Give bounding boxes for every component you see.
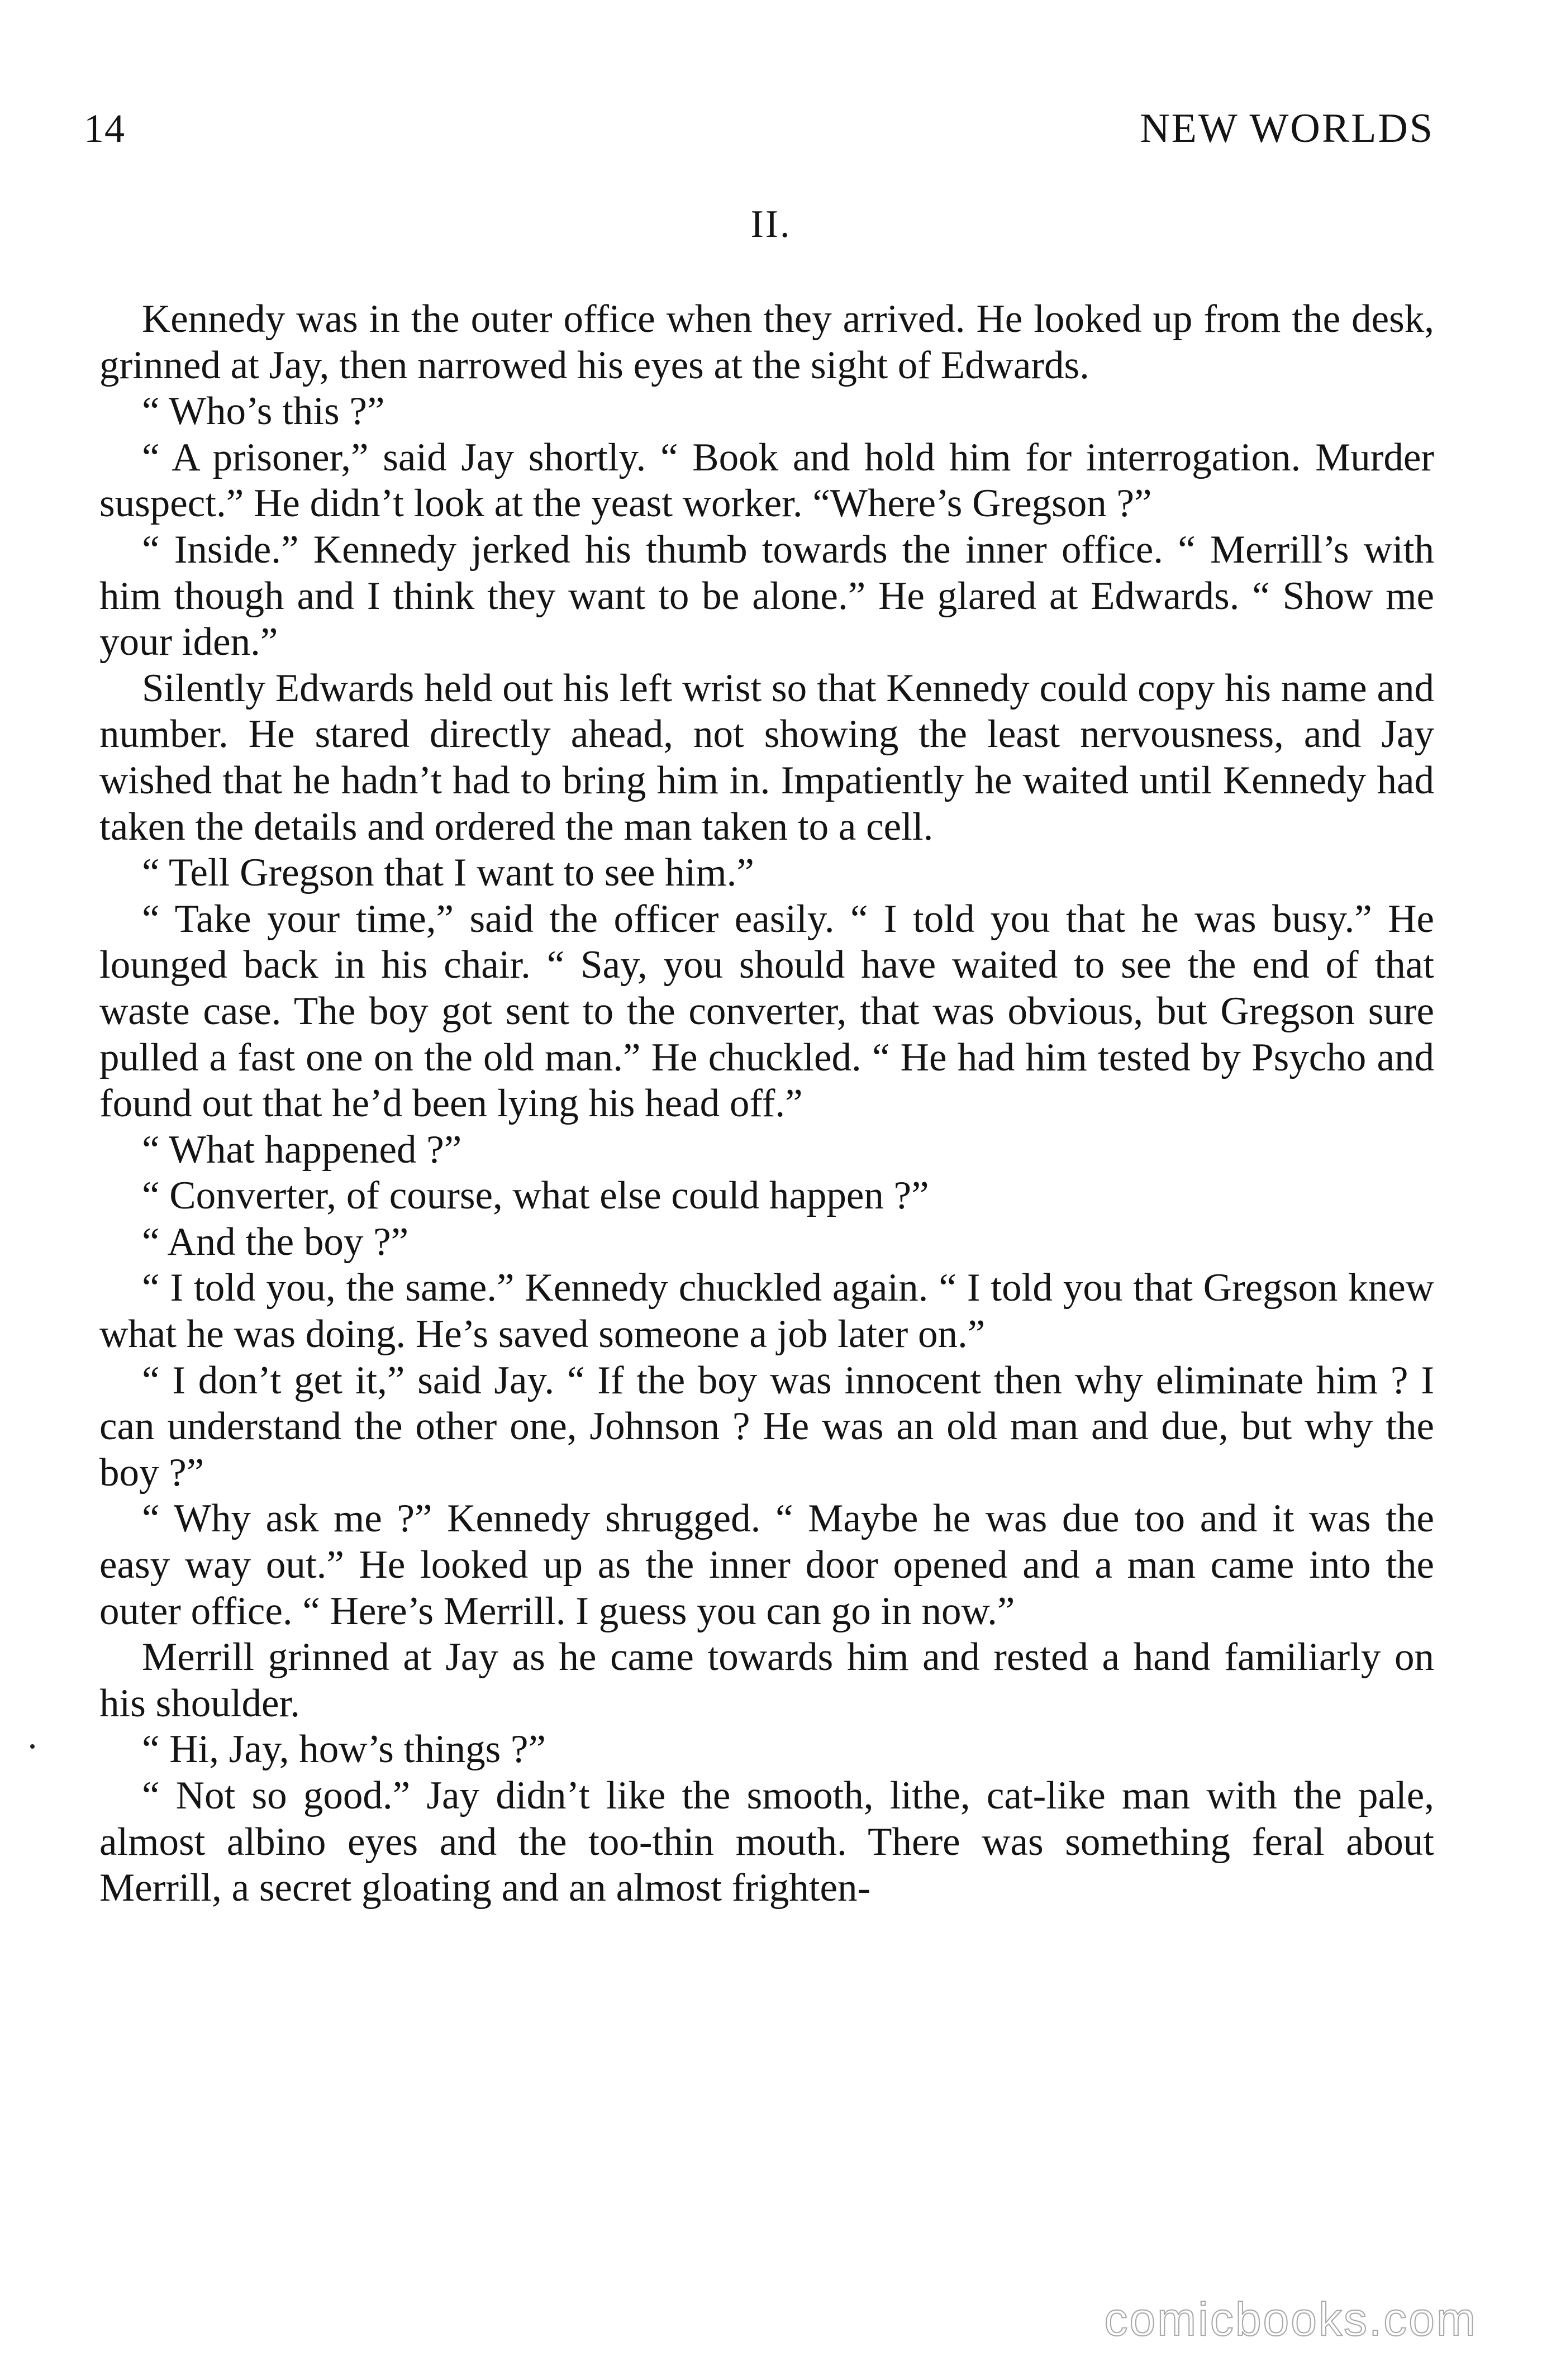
paragraph: “ Why ask me ?” Kennedy shrugged. “ Maybe he was due too and it was the easy way out.” He looked up as the inner door opened and a man came into the outer office. “ Here’s Merrill. I guess you can go in now.” <box>99 1497 1434 1633</box>
paragraph: “ Not so good.” Jay didn’t like the smooth, lithe, cat-like man with the pale, almost albino eyes and the too-thin mouth. There was something feral about Merrill, a secret gloating and an almost frighten- <box>99 1774 1434 1910</box>
paragraph: “ Hi, Jay, how’s things ?” <box>142 1727 546 1772</box>
page-number: 14 <box>84 106 125 151</box>
paragraph: “ And the boy ?” <box>142 1220 409 1264</box>
paragraph: “ Converter, of course, what else could happen ?” <box>142 1174 929 1218</box>
section-number: II. <box>750 203 792 246</box>
margin-speck <box>30 1744 35 1749</box>
journal-title: NEW WORLDS <box>1140 106 1434 151</box>
paragraph: “ I don’t get it,” said Jay. “ If the boy was innocent then why eliminate him ? I can understand the other one, Johnson ? He was an old man and due, but why the boy ?” <box>99 1358 1434 1494</box>
paragraph: “ Take your time,” said the officer easily. “ I told you that he was busy.” He lounged back in his chair. “ Say, you should have waited to see the end of that waste case. The boy got sent to the converter, that was obvious, but Gregson sure pulled a fast one on the old man.” He chuckled. “ He had him tested by Psycho and found out that he’d been lying his head off.” <box>99 897 1434 1126</box>
paragraph: “ What happened ?” <box>142 1127 462 1172</box>
watermark-logo: comicbooks.com <box>1104 2293 1477 2345</box>
paragraph: “ Tell Gregson that I want to see him.” <box>142 851 754 895</box>
paragraph: Merrill grinned at Jay as he came towards him and rested a hand familiarly on his shoulder. <box>99 1635 1434 1725</box>
paragraph: Silently Edwards held out his left wrist so that Kennedy could copy his name and number. He stared directly ahead, not showing the least nervousness, and Jay wished that he hadn’t had to bring him in. Impatiently he waited until Kennedy had taken the details and ordered the man taken to a cell. <box>99 666 1434 849</box>
body-text <box>99 296 1434 1911</box>
paragraph: “ Who’s this ?” <box>142 389 385 434</box>
paragraph: Kennedy was in the outer office when they arrived. He looked up from the desk, grinned at Jay, then narrowed his eyes at the sight of Edwards. <box>99 297 1434 387</box>
paragraph: “ Inside.” Kennedy jerked his thumb towards the inner office. “ Merrill’s with him though and I think they want to be alone.” He glared at Edwards. “ Show me your iden.” <box>99 527 1434 664</box>
paragraph: “ A prisoner,” said Jay shortly. “ Book and hold him for interrogation. Murder suspect.” He didn’t look at the yeast worker. “Where’s Gregson ?” <box>99 435 1434 526</box>
paragraph: “ I told you, the same.” Kennedy chuckled again. “ I told you that Gregson knew what he was doing. He’s saved someone a job later on.” <box>99 1266 1434 1356</box>
running-head <box>84 105 1434 161</box>
